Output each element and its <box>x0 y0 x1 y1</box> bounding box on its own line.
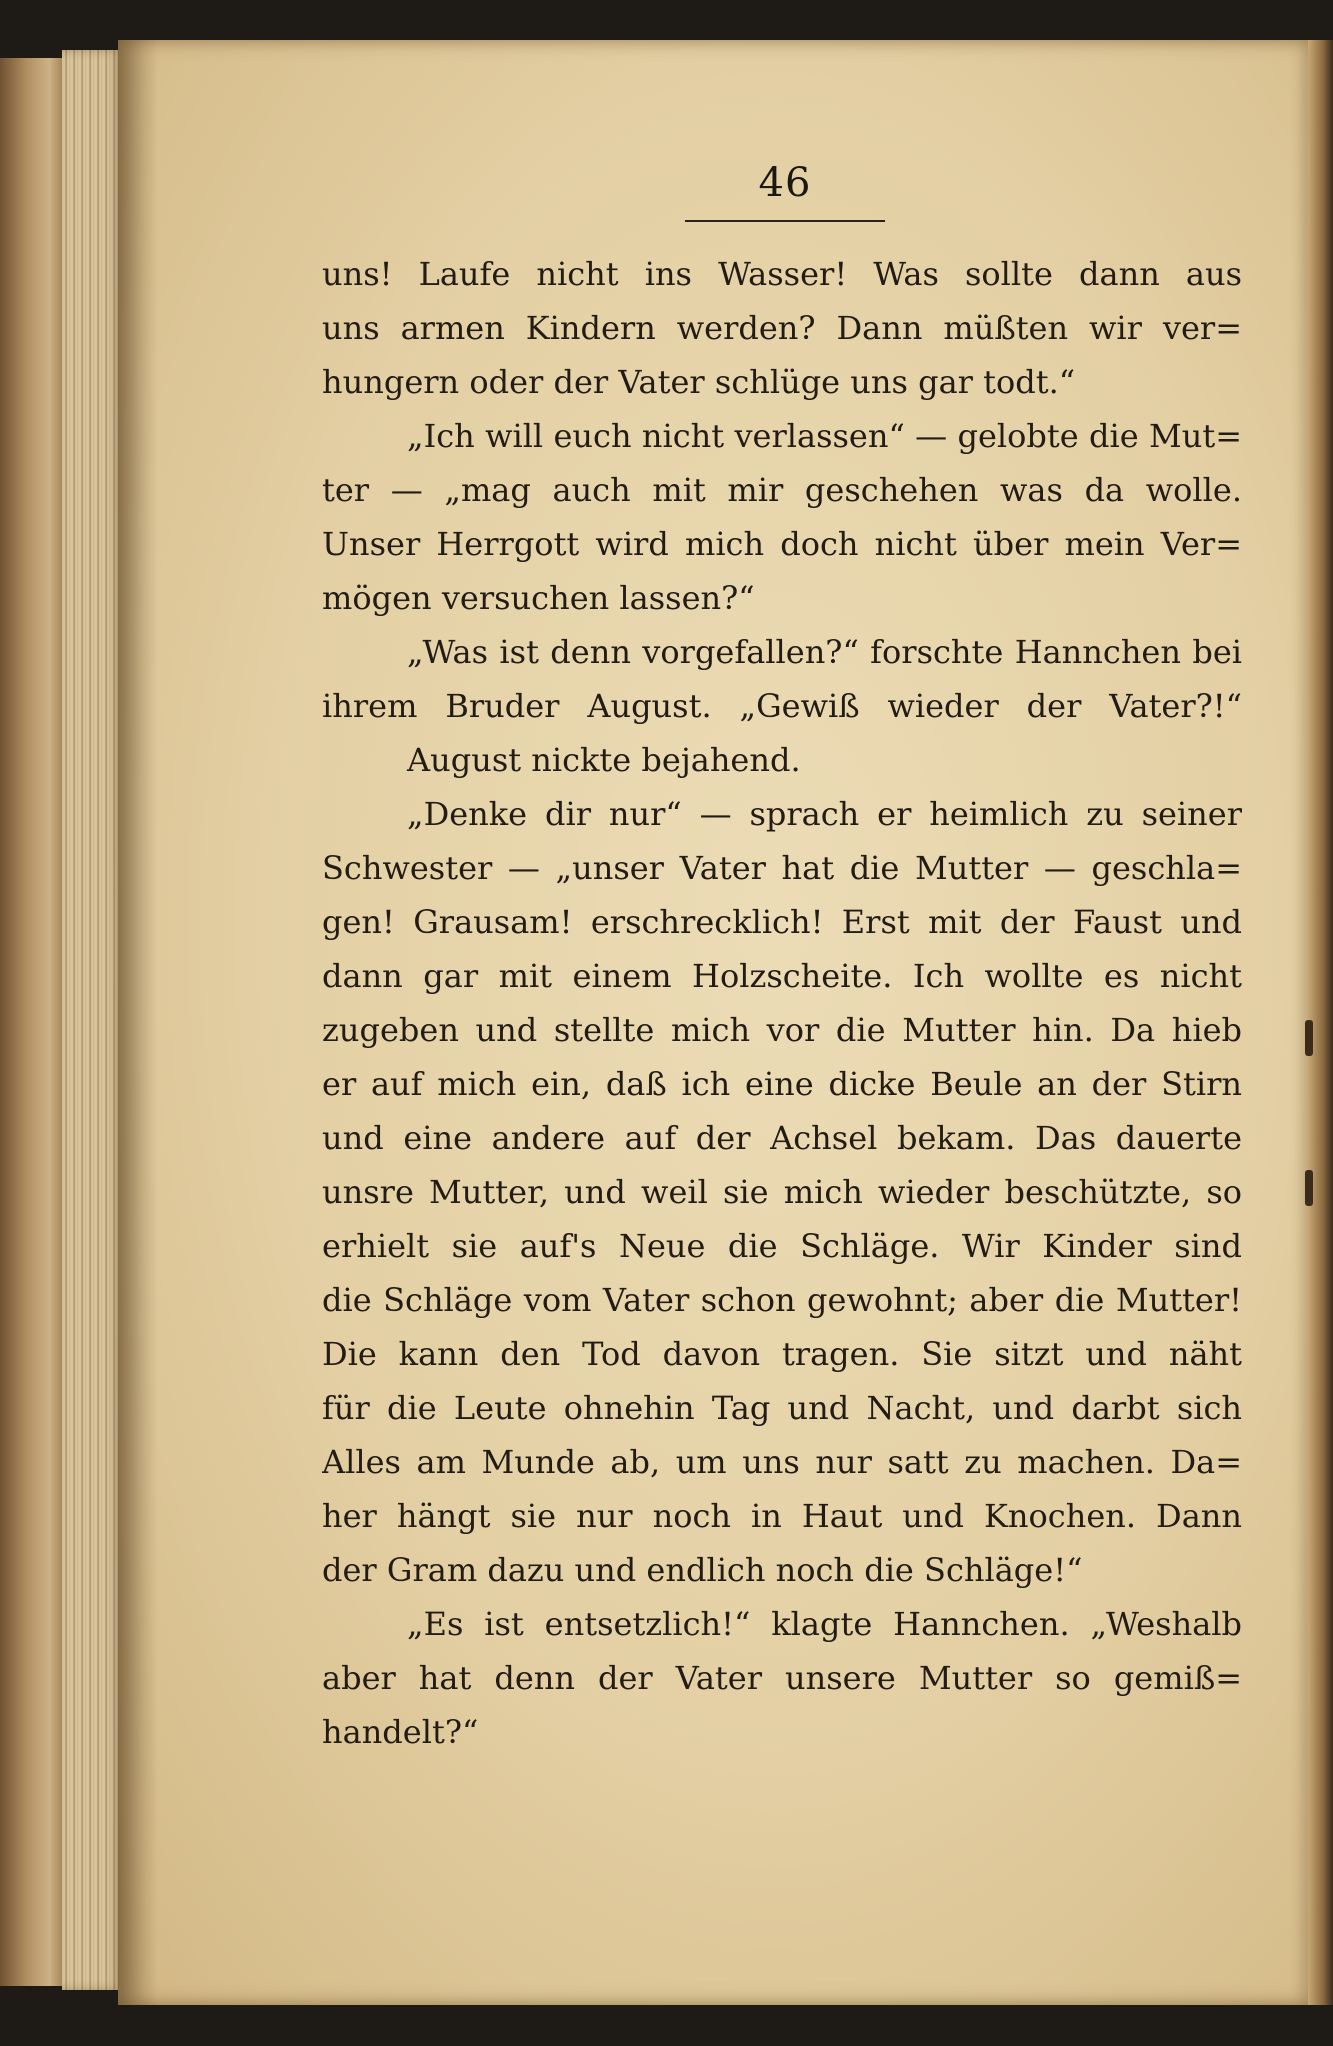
text-line: hungern oder der Vater schlüge uns gar todt.“ <box>322 363 1076 401</box>
text-line: aber hat denn der Vater unsere Mutter so gemiß= <box>322 1659 1242 1697</box>
text-line: für die Leute ohnehin Tag und Nacht, und darbt sich <box>322 1389 1242 1427</box>
text-line: „Ich will euch nicht verlassen“ — gelobte die Mut= <box>407 417 1242 455</box>
text-line: mögen versuchen lassen?“ <box>322 579 755 617</box>
binding-mark <box>1305 1020 1313 1056</box>
text-line: uns armen Kindern werden? Dann müßten wir ver= <box>322 309 1242 347</box>
text-line: ihrem Bruder August. „Gewiß wieder der Vater?!“ <box>322 687 1242 725</box>
text-line: Die kann den Tod davon tragen. Sie sitzt und näht <box>322 1335 1242 1373</box>
page-number: 46 <box>758 160 812 206</box>
facing-page <box>0 58 66 1986</box>
text-line: er auf mich ein, daß ich eine dicke Beule an der Stirn <box>322 1065 1242 1103</box>
gutter-shadow <box>118 40 158 2005</box>
text-line: „Denke dir nur“ — sprach er heimlich zu seiner <box>407 795 1242 833</box>
text-line: zugeben und stellte mich vor die Mutter hin. Da hieb <box>322 1011 1242 1049</box>
text-line: Schwester — „unser Vater hat die Mutter — geschla= <box>322 849 1242 887</box>
text-line: gen! Grausam! erschrecklich! Erst mit der Faust und <box>322 903 1242 941</box>
text-line: Alles am Munde ab, um uns nur satt zu machen. Da= <box>322 1443 1242 1481</box>
text-line: unsre Mutter, und weil sie mich wieder beschützte, so <box>322 1173 1242 1211</box>
text-line: erhielt sie auf's Neue die Schläge. Wir Kinder sind <box>322 1227 1242 1265</box>
page-number-rule <box>685 220 885 222</box>
text-line: her hängt sie nur noch in Haut und Knochen. Dann <box>322 1497 1242 1535</box>
text-line: handelt?“ <box>322 1713 479 1751</box>
text-line: uns! Laufe nicht ins Wasser! Was sollte dann aus <box>322 255 1242 293</box>
text-line: Unser Herrgott wird mich doch nicht über mein Ver= <box>322 525 1242 563</box>
text-line: ter — „mag auch mit mir geschehen was da wolle. <box>322 471 1242 509</box>
binding-mark <box>1305 1170 1313 1206</box>
text-line: „Es ist entsetzlich!“ klagte Hannchen. „Weshalb <box>407 1605 1242 1643</box>
text-line: die Schläge vom Vater schon gewohnt; aber die Mutter! <box>322 1281 1242 1319</box>
text-line: und eine andere auf der Achsel bekam. Das dauerte <box>322 1119 1242 1157</box>
page-edges <box>62 50 122 1990</box>
text-line: der Gram dazu und endlich noch die Schläge!“ <box>322 1551 1083 1589</box>
text-line: August nickte bejahend. <box>407 741 801 779</box>
text-line: dann gar mit einem Holzscheite. Ich wollte es nicht <box>322 957 1242 995</box>
text-line: „Was ist denn vorgefallen?“ forschte Hannchen bei <box>407 633 1242 671</box>
body-text <box>322 247 1242 1759</box>
